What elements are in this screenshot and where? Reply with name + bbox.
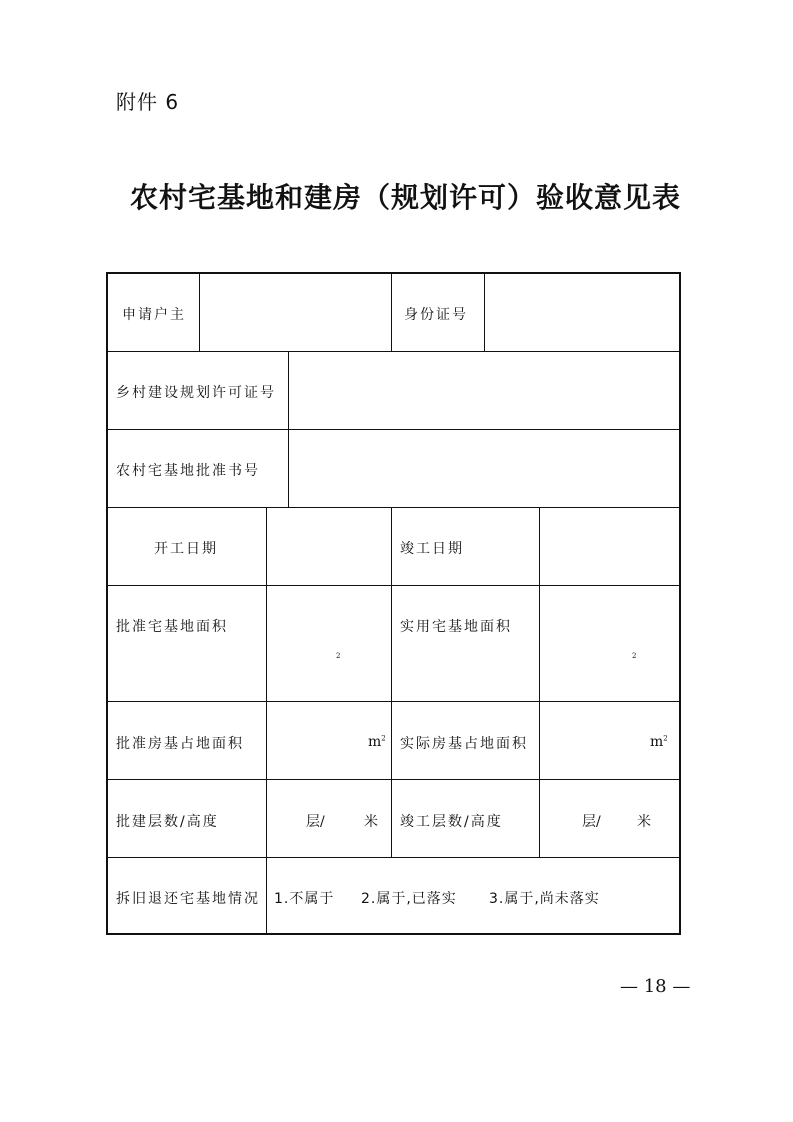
start-date-field[interactable] bbox=[268, 509, 389, 583]
col-divider bbox=[391, 507, 392, 857]
completed-floors-field[interactable] bbox=[541, 781, 678, 855]
row-divider bbox=[108, 429, 681, 430]
attachment-label: 附件 6 bbox=[116, 90, 180, 114]
col-divider bbox=[266, 507, 267, 935]
approved-homestead-area-label: 批准宅基地面积 bbox=[116, 619, 228, 635]
homestead-approval-field[interactable] bbox=[290, 431, 678, 505]
col-divider bbox=[484, 274, 485, 351]
homestead-approval-label: 农村宅基地批准书号 bbox=[116, 463, 260, 479]
applicant-field[interactable] bbox=[201, 276, 389, 349]
meter-unit: 米 bbox=[637, 814, 651, 830]
completed-floors-label: 竣工层数/高度 bbox=[400, 814, 503, 830]
approved-homestead-area-field[interactable] bbox=[268, 587, 389, 699]
page-title: 农村宅基地和建房（规划许可）验收意见表 bbox=[130, 181, 682, 214]
row-divider bbox=[108, 779, 681, 780]
row-divider bbox=[108, 701, 681, 702]
applicant-label: 申请户主 bbox=[122, 307, 186, 323]
planning-permit-field[interactable] bbox=[290, 353, 678, 427]
actual-homestead-area-label: 实用宅基地面积 bbox=[400, 619, 512, 635]
approved-footprint-label: 批准房基占地面积 bbox=[116, 736, 244, 752]
start-date-label: 开工日期 bbox=[154, 541, 218, 557]
col-divider bbox=[391, 274, 392, 351]
col-divider bbox=[539, 507, 540, 857]
actual-footprint-label: 实际房基占地面积 bbox=[400, 736, 528, 752]
approved-floors-label: 批建层数/高度 bbox=[116, 814, 219, 830]
completion-date-field[interactable] bbox=[541, 509, 678, 583]
row-divider bbox=[108, 507, 681, 508]
id-number-label: 身份证号 bbox=[404, 307, 468, 323]
demolition-option-1[interactable]: 1.不属于 bbox=[274, 891, 335, 907]
demolition-option-3[interactable]: 3.属于,尚未落实 bbox=[489, 891, 600, 907]
sqm-unit: $m^2$ bbox=[368, 734, 386, 750]
col-divider bbox=[288, 351, 289, 507]
sqm-unit: $m^2$ bbox=[650, 734, 668, 750]
floor-unit: 层/ bbox=[306, 814, 325, 830]
planning-permit-label: 乡村建设规划许可证号 bbox=[116, 385, 276, 401]
col-divider bbox=[199, 274, 200, 351]
demolition-label: 拆旧退还宅基地情况 bbox=[116, 891, 260, 907]
completion-date-label: 竣工日期 bbox=[400, 541, 464, 557]
row-divider bbox=[108, 351, 681, 352]
actual-homestead-area-field[interactable] bbox=[541, 587, 678, 699]
floor-unit: 层/ bbox=[582, 814, 601, 830]
id-number-field[interactable] bbox=[486, 276, 678, 349]
area-superscript: 2 bbox=[632, 652, 637, 660]
row-divider bbox=[108, 857, 681, 858]
area-superscript: 2 bbox=[336, 652, 341, 660]
row-divider bbox=[108, 585, 681, 586]
acceptance-form bbox=[106, 272, 681, 935]
page-number: — 18 — bbox=[620, 976, 691, 997]
meter-unit: 米 bbox=[364, 814, 378, 830]
demolition-option-2[interactable]: 2.属于,已落实 bbox=[361, 891, 457, 907]
